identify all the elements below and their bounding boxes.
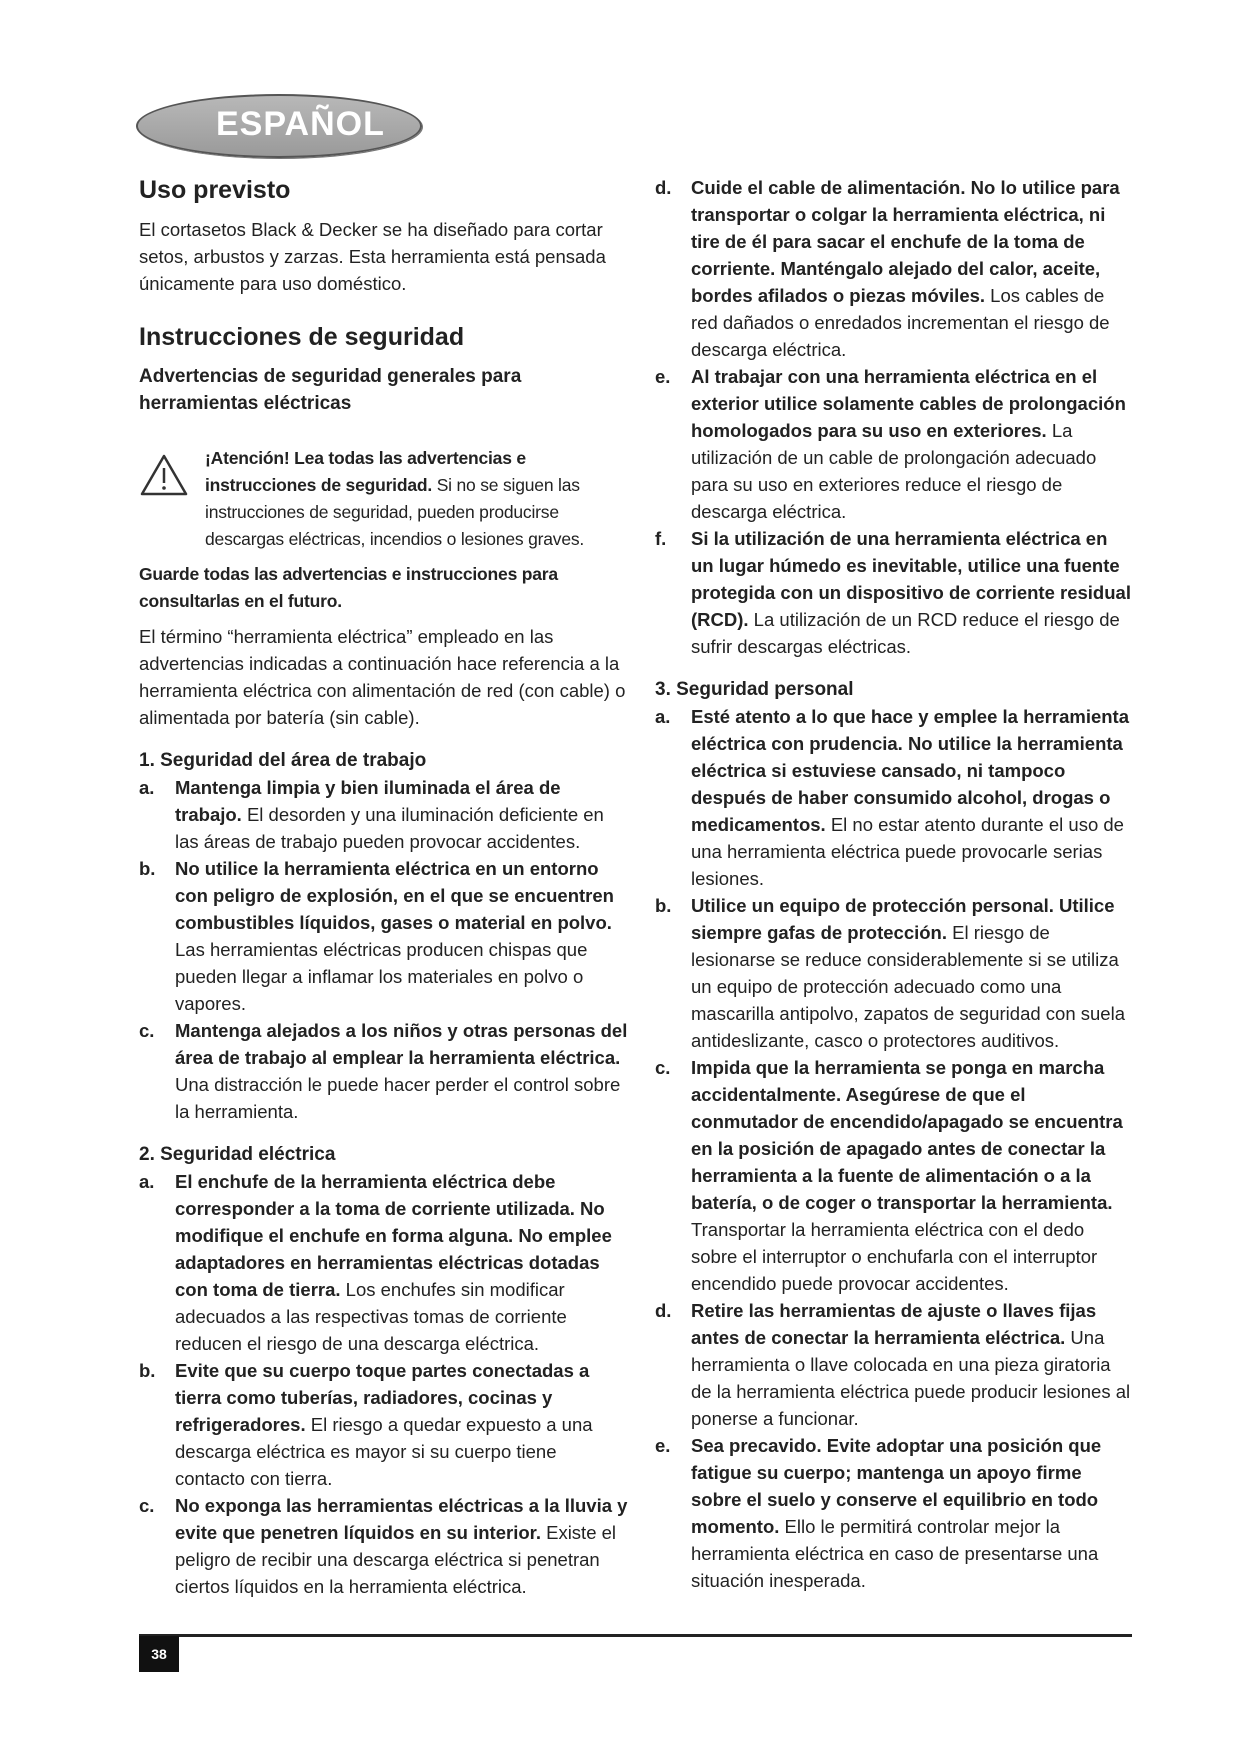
- item-label: e.: [655, 366, 671, 387]
- item-label: a.: [139, 1171, 155, 1192]
- item-label: c.: [139, 1495, 155, 1516]
- item-bold: Retire las herramientas de ajuste o llaves fijas antes de conectar la herramienta eléctrica.: [691, 1300, 1097, 1348]
- list-item: [655, 703, 1135, 892]
- warning-triangle-icon: [139, 453, 189, 497]
- safety-title: Instrucciones de seguridad: [139, 323, 465, 351]
- item-bold: No utilice la herramienta eléctrica en un entorno con peligro de explosión, en el que se encuentren combustibles líquidos, gases o material en polvo.: [175, 858, 614, 933]
- list-item: [655, 892, 1135, 1054]
- item-label: c.: [655, 1057, 671, 1078]
- item-text: La utilización de un RCD reduce el riesgo de sufrir descargas eléctricas.: [691, 609, 1120, 657]
- item-text: El riesgo de lesionarse se reduce considerablemente si se utiliza un equipo de protección adecuado como una mascarilla antipolvo, zapatos de seguridad con suela antideslizante, casco o protectores auditivos.: [691, 922, 1125, 1051]
- item-text: Una distracción le puede hacer perder el control sobre la herramienta.: [175, 1074, 621, 1122]
- language-label: ESPAÑOL: [216, 105, 385, 143]
- item-label: c.: [139, 1020, 155, 1041]
- keep-instructions: Guarde todas las advertencias e instrucciones para consultarlas en el futuro.: [139, 564, 558, 611]
- item-label: a.: [139, 777, 155, 798]
- item-bold: Cuide el cable de alimentación. No lo utilice para transportar o colgar la herramienta eléctrica, ni tire de él para sacar el enchufe de la toma de corriente. Manténgalo alejado del calor, aceite, bordes afilados o piezas móviles.: [691, 177, 1120, 306]
- item-text: Los enchufes sin modificar adecuados a las respectivas tomas de corriente reducen el riesgo de una descarga eléctrica.: [175, 1279, 567, 1354]
- item-bold: Utilice un equipo de protección personal. Utilice siempre gafas de protección.: [691, 895, 1115, 943]
- right-column: [655, 174, 1135, 1594]
- item-text: Existe el peligro de recibir una descarga eléctrica si penetran ciertos líquidos en la herramienta eléctrica.: [175, 1522, 617, 1597]
- item-bold: Al trabajar con una herramienta eléctrica en el exterior utilice solamente cables de prolongación homologados para su uso en exteriores.: [691, 366, 1126, 441]
- list-item: [655, 1297, 1135, 1432]
- item-text: El desorden y una iluminación deficiente en las áreas de trabajo pueden provocar accidentes.: [175, 804, 604, 852]
- item-text: El riesgo a quedar expuesto a una descarga eléctrica es mayor si su cuerpo tiene contacto con tierra.: [175, 1414, 593, 1489]
- item-bold: Sea precavido. Evite adoptar una posición que fatigue su cuerpo; mantenga un apoyo firme sobre el suelo y conserve el equilibrio en todo momento.: [691, 1435, 1102, 1537]
- list-item: [139, 855, 629, 1017]
- list-item: [139, 774, 629, 855]
- page-number: 38: [139, 1636, 179, 1672]
- item-bold: Esté atento a lo que hace y emplee la herramienta eléctrica con prudencia. No utilice la herramienta eléctrica si estuviese cansado, ni tampoco después de haber consumido alcohol, drogas o medicamentos.: [691, 706, 1130, 835]
- item-text: Transportar la herramienta eléctrica con el dedo sobre el interruptor o enchufarla con el interruptor encendido puede provocar accidentes.: [691, 1219, 1098, 1294]
- warning-bold: ¡Atención! Lea todas las advertencias e instrucciones de seguridad.: [205, 448, 526, 495]
- intended-use-text: El cortasetos Black & Decker se ha diseñado para cortar setos, arbustos y zarzas. Esta herramienta está pensada únicamente para uso doméstico.: [139, 219, 606, 294]
- warning-text: Si no se siguen las instrucciones de seguridad, pueden producirse descargas eléctricas, incendios o lesiones graves.: [205, 475, 585, 549]
- item-label: b.: [139, 858, 156, 879]
- item-bold: Mantenga alejados a los niños y otras personas del área de trabajo al emplear la herramienta eléctrica.: [175, 1020, 628, 1068]
- item-bold: Si la utilización de una herramienta eléctrica en un lugar húmedo es inevitable, utilice una fuente protegida con un dispositivo de corriente residual (RCD).: [691, 528, 1131, 630]
- section-3-title: 3. Seguridad personal: [655, 679, 854, 700]
- list-item: [655, 1432, 1135, 1594]
- item-label: b.: [655, 895, 672, 916]
- item-bold: El enchufe de la herramienta eléctrica debe corresponder a la toma de corriente utilizada. No modifique el enchufe en forma alguna. No emplee adaptadores en herramientas eléctricas dotadas con toma de tierra.: [175, 1171, 612, 1300]
- section-2-title: 2. Seguridad eléctrica: [139, 1144, 336, 1165]
- item-label: f.: [655, 528, 667, 549]
- left-column: [139, 174, 629, 1600]
- item-text: Una herramienta o llave colocada en una pieza giratoria de la herramienta eléctrica puede producir lesiones al ponerse a funcionar.: [691, 1327, 1131, 1429]
- item-bold: Evite que su cuerpo toque partes conectadas a tierra como tuberías, radiadores, cocinas y refrigeradores.: [175, 1360, 590, 1435]
- item-text: El no estar atento durante el uso de una herramienta eléctrica puede provocarle serias lesiones.: [691, 814, 1124, 889]
- list-item: [139, 1017, 629, 1125]
- list-item: [655, 1054, 1135, 1297]
- item-label: a.: [655, 706, 671, 727]
- item-label: d.: [655, 177, 672, 198]
- intended-use-title: Uso previsto: [139, 176, 291, 204]
- section-1-title: 1. Seguridad del área de trabajo: [139, 750, 427, 771]
- item-text: La utilización de un cable de prolongación adecuado para su uso en exteriores reduce el riesgo de descarga eléctrica.: [691, 420, 1097, 522]
- item-label: b.: [139, 1360, 156, 1381]
- list-item: [655, 363, 1135, 525]
- warning-block: [139, 445, 629, 553]
- item-text: Las herramientas eléctricas producen chispas que pueden llegar a inflamar los materiales en polvo o vapores.: [175, 939, 588, 1014]
- item-bold: Impida que la herramienta se ponga en marcha accidentalmente. Asegúrese de que el conmutador de encendido/apagado se encuentra en la posición de apagado antes de conectar la herramienta a la fuente de alimentación o a la batería, o de coger o transportar la herramienta.: [691, 1057, 1123, 1213]
- footer-rule: [139, 1634, 1132, 1637]
- item-bold: Mantenga limpia y bien iluminada el área de trabajo.: [175, 777, 561, 825]
- term-text: El término “herramienta eléctrica” empleado en las advertencias indicadas a continuación hace referencia a la herramienta eléctrica con alimentación de red (con cable) o alimentada por batería (sin cable).: [139, 626, 626, 728]
- list-item: [139, 1357, 629, 1492]
- item-text: Los cables de red dañados o enredados incrementan el riesgo de descarga eléctrica.: [691, 285, 1110, 360]
- list-item: [655, 174, 1135, 363]
- list-item: [139, 1492, 629, 1600]
- item-text: Ello le permitirá controlar mejor la herramienta eléctrica en caso de presentarse una situación inesperada.: [691, 1516, 1099, 1591]
- language-tab: [136, 94, 422, 158]
- item-label: e.: [655, 1435, 671, 1456]
- list-item: [139, 1168, 629, 1357]
- item-bold: No exponga las herramientas eléctricas a la lluvia y evite que penetren líquidos en su interior.: [175, 1495, 628, 1543]
- general-warnings-title: Advertencias de seguridad generales para herramientas eléctricas: [139, 366, 522, 414]
- item-label: d.: [655, 1300, 672, 1321]
- list-item: [655, 525, 1135, 660]
